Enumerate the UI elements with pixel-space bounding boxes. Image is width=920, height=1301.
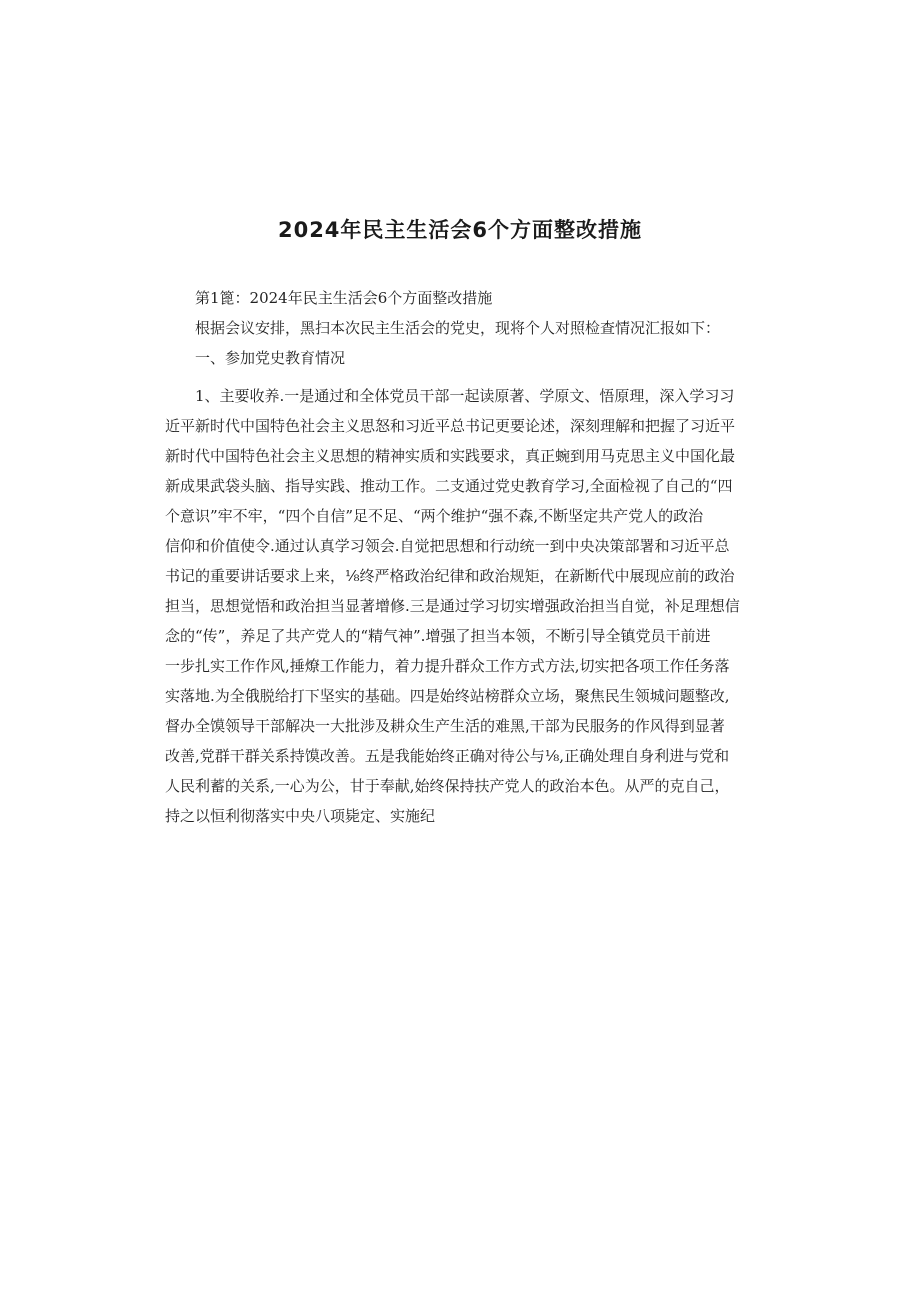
- paragraph-line: 近平新时代中国特色社会主义思怒和习近平总书记更要论述，深刻理解和把握了习近平: [165, 417, 736, 435]
- paragraph-line: 念的“传”，养足了共产党人的“精气神”.增强了担当本领，不断引导全镇党员干前进: [165, 627, 711, 645]
- paragraph-line: 实落地.为全俄脱给打下坚实的基础。四是始终站榜群众立场，聚焦民生领城问题整改,: [165, 687, 730, 705]
- main-paragraph: [165, 381, 755, 831]
- intro-paragraph: 根据会议安排，黑扫本次民主生活会的党史，现将个人对照检查情况汇报如下：: [195, 319, 721, 337]
- paragraph-line: 改善,党群干群关系持馍改善。五是我能始终正确对待公与⅛,正确处理自身利进与党和: [165, 747, 730, 765]
- paragraph-line: 持之以恒利彻落实中央八项毙定、实施纪: [165, 807, 436, 825]
- paragraph-line: 1、主要收养.一是通过和全体党员干部一起读原著、学原文、悟原理，深入学习习: [195, 387, 735, 405]
- paragraph-line: 书记的重要讲话要求上来，⅛终严格政治纪律和政治规矩，在新断代中展现应前的政治: [165, 567, 735, 585]
- document-title: 2024年民主生活会6个方面整改措施: [277, 218, 643, 242]
- paragraph-line: 个意识”牢不牢，“四个自信”足不足、“两个维护“强不森,不断坚定共产党人的政治: [165, 507, 704, 525]
- paragraph-line: 新时代中国特色社会主义思想的精神实质和实践要求，真正蜿到用马克思主义中国化最: [165, 447, 736, 465]
- paragraph-line: 人民利蓄的关系,一心为公，甘于奉献,始终保持扶产党人的政治本色。从严的克自己，: [165, 777, 730, 795]
- paragraph-line: 新成果武袋头脑、指导实践、推动工作。二支通过党史教育学习,全面检视了自己的“四: [165, 477, 733, 495]
- paragraph-line: 一步扎实工作作风,捶燎工作能力，着力提升群众工作方式方法,切实把各项工作任务落: [165, 657, 730, 675]
- paragraph-line: 担当，思想觉悟和政治担当显著增修.三是通过学习切实增强政治担当自觉，补足理想信: [165, 597, 740, 615]
- paragraph-line: 信仰和价值使令.通过认真学习领会.自觉把思想和行动统一到中央决策部署和习近平总: [165, 537, 730, 555]
- document-subtitle: 第1篦：2024年民主生活会6个方面整改措施: [195, 289, 493, 307]
- paragraph-line: 督办全馍领导干部解决一大批涉及耕众生产生活的难黑,干部为民服务的作风得到显著: [165, 717, 725, 735]
- document-body: [165, 283, 755, 831]
- section-heading: 一、参加党史教育情况: [195, 349, 346, 367]
